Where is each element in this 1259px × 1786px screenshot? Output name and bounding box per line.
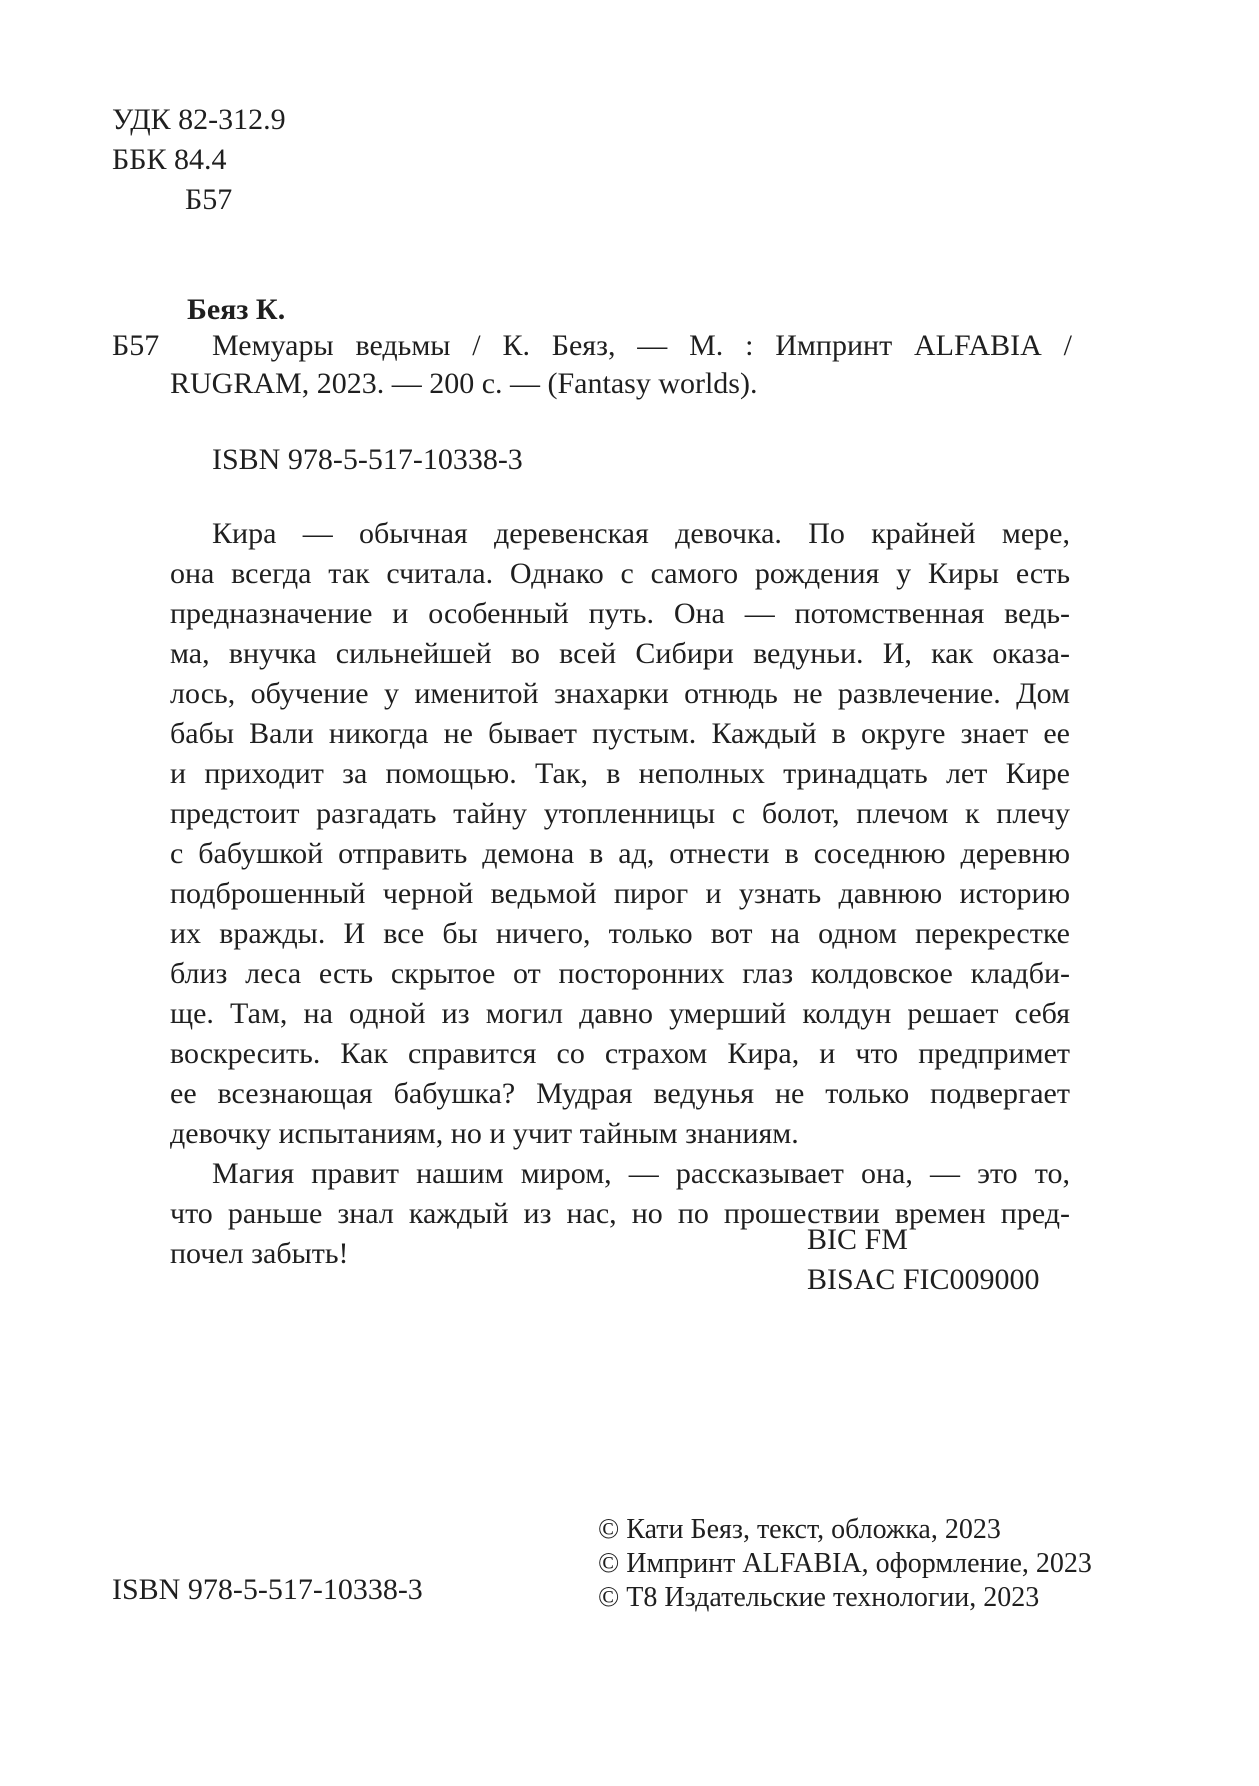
bibliographic-line-2: RUGRAM, 2023. — 200 с. — (Fantasy worlds). <box>170 367 758 400</box>
bib-word: К. <box>502 329 530 362</box>
annotation-line: подброшенный черной ведьмой пирог и узнать давнюю историю <box>170 877 1070 910</box>
copyright-block <box>598 1513 1092 1615</box>
bib-word: : <box>745 329 754 362</box>
annotation-line: предстоит разгадать тайну утопленницы с болот, плечом к плечу <box>170 797 1070 830</box>
annotation-line: Магия правит нашим миром, — рассказывает она, — это то, <box>212 1157 1070 1190</box>
annotation-line: Кира — обычная деревенская девочка. По крайней мере, <box>212 517 1070 550</box>
bib-word: Импринт <box>775 329 893 362</box>
annotation-line: она всегда так считала. Однако с самого рождения у Киры есть <box>170 557 1070 590</box>
annotation-line: ще. Там, на одной из могил давно умерший колдун решает себя <box>170 997 1070 1030</box>
bib-word: ALFABIA <box>914 329 1042 362</box>
annotation-line: почел забыть! <box>170 1237 349 1270</box>
bib-word: Беяз, <box>551 329 616 362</box>
bisac-code: BISAC FIC009000 <box>807 1263 1040 1296</box>
author-sign-side: Б57 <box>112 329 160 362</box>
annotation-line: ма, внучка сильнейшей во всей Сибири ведуньи. И, как оказа- <box>170 637 1070 670</box>
bib-word: / <box>472 329 481 362</box>
author-sign-top: Б57 <box>185 183 233 216</box>
copyright-line: © Импринт ALFABIA, оформление, 2023 <box>598 1548 1092 1579</box>
isbn-bottom: ISBN 978-5-517-10338-3 <box>112 1573 423 1606</box>
copyright-line: © Т8 Издательские технологии, 2023 <box>598 1582 1040 1613</box>
bib-word: М. <box>689 329 724 362</box>
annotation-line: близ леса есть скрытое от посторонних глаз колдовское кладби- <box>170 957 1070 990</box>
author-heading: Беяз К. <box>187 293 286 326</box>
bib-word: — <box>637 329 668 362</box>
bib-word: Мемуары <box>212 329 334 362</box>
bic-code: BIC FM <box>807 1223 908 1256</box>
annotation-line: их вражды. И все бы ничего, только вот на одном перекрестке <box>170 917 1070 950</box>
annotation-line: девочку испытаниям, но и учит тайным знаниям. <box>170 1117 799 1150</box>
udk-code: УДК 82-312.9 <box>112 103 286 136</box>
annotation-line: с бабушкой отправить демона в ад, отнести в соседнюю деревню <box>170 837 1070 870</box>
annotation-line: предназначение и особенный путь. Она — потомственная ведь- <box>170 597 1070 630</box>
annotation-line: что раньше знал каждый из нас, но по прошествии времен пред- <box>170 1197 1070 1230</box>
annotation-line: лось, обучение у именитой знахарки отнюдь не развлечение. Дом <box>170 677 1070 710</box>
bbk-code: ББК 84.4 <box>112 143 227 176</box>
annotation-line: и приходит за помощью. Так, в неполных тринадцать лет Кире <box>170 757 1070 790</box>
annotation-line: ее всезнающая бабушка? Мудрая ведунья не только подвергает <box>170 1077 1070 1110</box>
bib-word: / <box>1063 329 1072 362</box>
annotation <box>170 514 1070 1274</box>
annotation-line: бабы Вали никогда не бывает пустым. Каждый в округе знает ее <box>170 717 1070 750</box>
bibliographic-line-1 <box>212 326 1072 366</box>
bib-word: ведьмы <box>355 329 451 362</box>
isbn-entry: ISBN 978-5-517-10338-3 <box>212 443 523 476</box>
copyright-line: © Кати Беяз, текст, обложка, 2023 <box>598 1514 1001 1545</box>
annotation-line: воскресить. Как справится со страхом Кира, и что предпримет <box>170 1037 1070 1070</box>
